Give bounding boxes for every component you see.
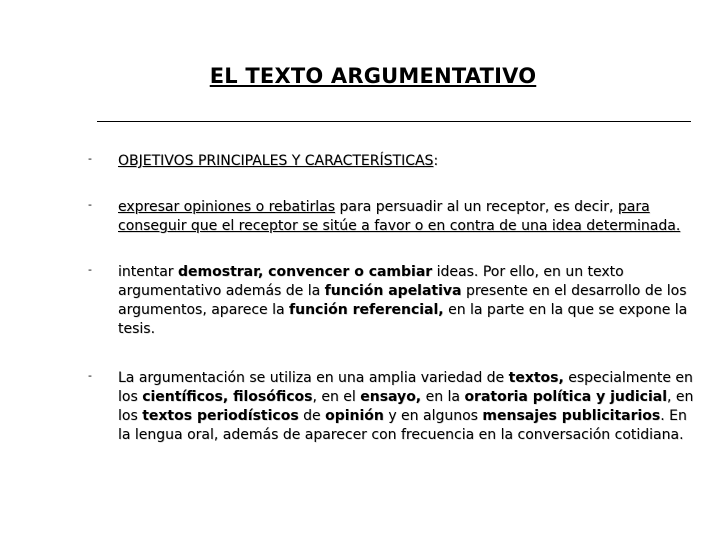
bullet-objetivos bbox=[88, 152, 696, 171]
arg-text-5: , en los bbox=[118, 389, 694, 424]
objetivos-heading: OBJETIVOS PRINCIPALES Y CARACTERÍSTICAS bbox=[118, 153, 434, 169]
arg-text-2: especialmente en los bbox=[118, 370, 693, 405]
bullet-marker: - bbox=[88, 198, 92, 211]
conseguir-phrase: para conseguir que el receptor se sitúe a favor o en contra de una idea determinada. bbox=[118, 199, 681, 234]
title-divider bbox=[97, 121, 691, 122]
arg-text-8: . En la lengua oral, además de aparecer con frecuencia en la conversación cotidiana. bbox=[118, 408, 687, 443]
bullet-marker: - bbox=[88, 369, 92, 382]
bullet-marker: - bbox=[88, 263, 92, 276]
bullet-intentar bbox=[88, 263, 696, 339]
arg-ensayo: ensayo, bbox=[360, 389, 422, 405]
arg-periodisticos: textos periodísticos bbox=[142, 408, 299, 424]
bullet-expresar bbox=[88, 198, 696, 236]
page-title: EL TEXTO ARGUMENTATIVO bbox=[209, 64, 537, 88]
arg-mensajes: mensajes publicitarios bbox=[482, 408, 661, 424]
arg-text-6: de bbox=[298, 408, 326, 424]
objetivos-colon: : bbox=[433, 153, 439, 169]
intentar-text-2: ideas. Por ello, en un texto argumentativo además de la bbox=[118, 264, 624, 299]
arg-text-4: en la bbox=[421, 389, 465, 405]
expresar-text: para persuadir al un receptor, es decir, bbox=[335, 199, 618, 215]
bullet-argumentacion bbox=[88, 369, 696, 445]
arg-opinion: opinión bbox=[325, 408, 384, 424]
intentar-text-4: en la parte en la que se expone la tesis. bbox=[118, 302, 688, 337]
funcion-apelativa: función apelativa bbox=[324, 283, 462, 299]
arg-oratoria: oratoria política y judicial bbox=[464, 389, 668, 405]
expresar-phrase: expresar opiniones o rebatirlas bbox=[118, 199, 336, 215]
arg-cientificos: científicos, filosóficos bbox=[142, 389, 313, 405]
intentar-text-3: presente en el desarrollo de los argumentos, aparece la bbox=[118, 283, 687, 318]
funcion-referencial: función referencial, bbox=[289, 302, 444, 318]
arg-textos: textos, bbox=[508, 370, 564, 386]
intentar-text: intentar bbox=[118, 264, 179, 280]
arg-text-3: , en el bbox=[312, 389, 361, 405]
arg-text: La argumentación se utiliza en una amplia variedad de bbox=[118, 370, 509, 386]
bullet-marker: - bbox=[88, 152, 92, 165]
demostrar-phrase: demostrar, convencer o cambiar bbox=[178, 264, 433, 280]
arg-text-7: y en algunos bbox=[383, 408, 483, 424]
